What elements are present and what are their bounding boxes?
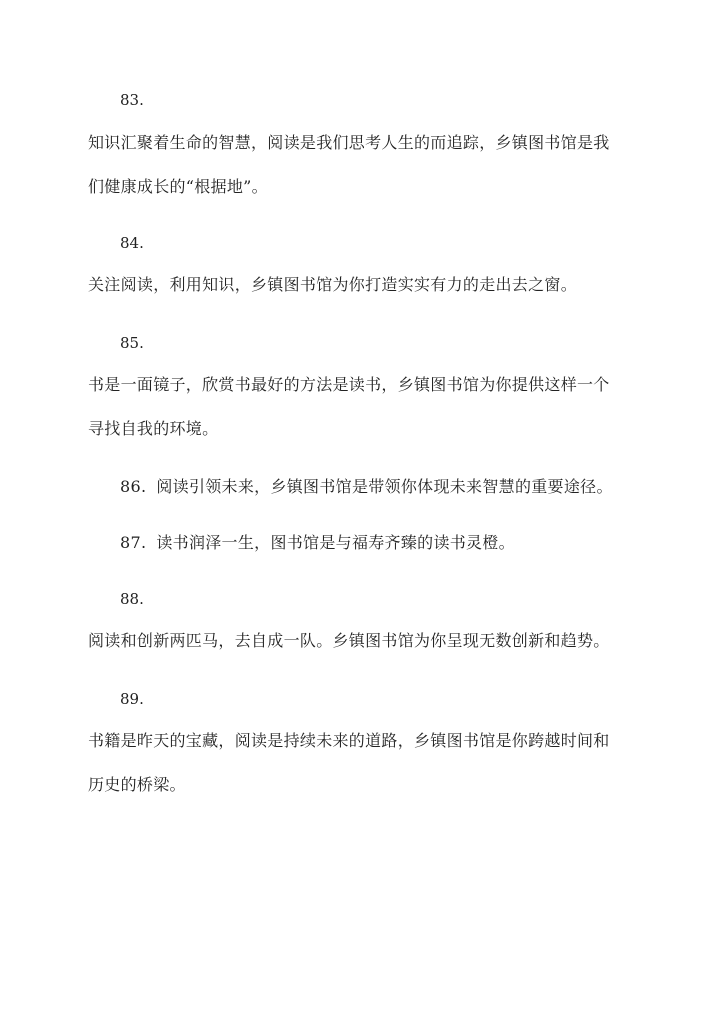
item-number-83: 83. [120, 91, 144, 109]
item-89-line-1: 书籍是昨天的宝藏，阅读是持续未来的道路，乡镇图书馆是你跨越时间和 [88, 731, 610, 750]
item-number-84: 84. [120, 234, 144, 252]
item-number-86: 86. [120, 477, 147, 496]
item-86-text: 阅读引领未来，乡镇图书馆是带领你体现未来智慧的重要途径。 [156, 477, 613, 496]
item-89-line-2: 历史的桥梁。 [88, 775, 186, 794]
item-88-line-1: 阅读和创新两匹马，去自成一队。乡镇图书馆为你呈现无数创新和趋势。 [88, 631, 610, 650]
item-number-87: 87. [120, 533, 147, 552]
item-87 [120, 532, 515, 554]
item-86 [120, 476, 613, 498]
item-85-line-1: 书是一面镜子，欣赏书最好的方法是读书，乡镇图书馆为你提供这样一个 [88, 375, 610, 394]
item-84-line-1: 关注阅读，利用知识，乡镇图书馆为你打造实实有力的走出去之窗。 [88, 275, 578, 294]
item-83-line-2: 们健康成长的“根据地”。 [88, 177, 268, 196]
item-number-89: 89. [120, 690, 144, 708]
item-number-85: 85. [120, 334, 144, 352]
item-87-text: 读书润泽一生，图书馆是与福寿齐臻的读书灵橙。 [156, 533, 515, 552]
item-83-line-1: 知识汇聚着生命的智慧，阅读是我们思考人生的而追踪，乡镇图书馆是我 [88, 133, 610, 152]
item-85-line-2: 寻找自我的环境。 [88, 419, 219, 438]
item-number-88: 88. [120, 590, 144, 608]
